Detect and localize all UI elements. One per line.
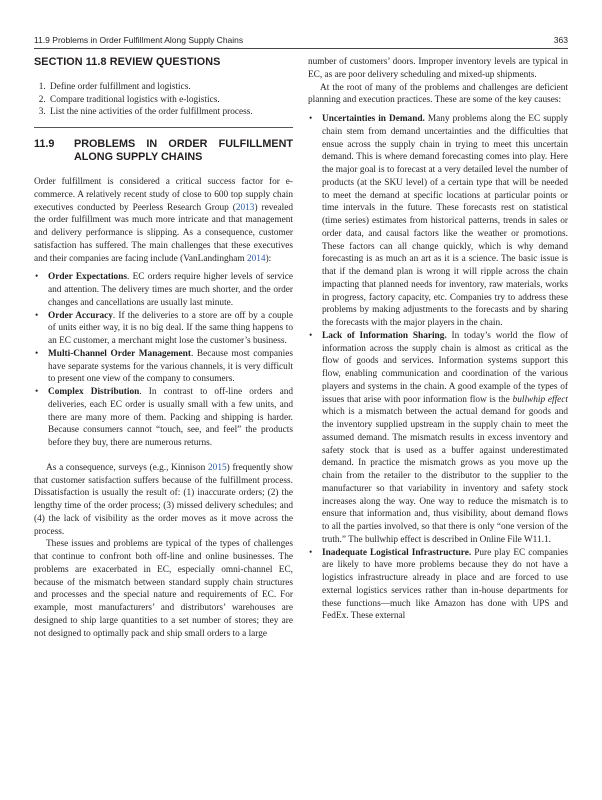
- running-header-section: 11.9 Problems in Order Fulfillment Along Supply Chains: [34, 35, 244, 45]
- running-header: [34, 35, 568, 49]
- list-item: • Uncertainties in Demand. Many problems along the EC supply chain stem from demand uncertainties and the difficulties that ensue across the supply chain in trying to meet this uncertain demand. This is where demand forecasting comes into play. Here the major goal is to forecast at a very detailed level the number of products (at the SKU level) of a certain type that will be needed to meet the demand at specific locations at particular points or time intervals in the future. These forecasts rest on statistical (time series) estimates from historical patterns, trends in sales or order data, and causal factors like the weather or promotions. These factors can all change quickly, which is why demand forecasting is as much an art as it is a science. The basic issue is that if the demand plan is wrong it will ripple across the chain impacting that planned needs for inventory, raw materials, works in progress, factory capacity, etc. Companies try to address these problems by making adjustments to the forecasts and by sharing the forecasts with the major players in the chain.: [308, 113, 568, 330]
- review-question: 3. List the nine activities of the order fulfillment process.: [48, 106, 293, 119]
- page-number: 363: [553, 35, 568, 45]
- section-number: 11.9: [34, 138, 55, 150]
- list-item: • Complex Distribution. In contrast to off-line orders and deliveries, each EC order is usually small with a few units, and there are many more of them. Packing and shipping is harder. Because consumers cannot “touch, see, and feel” the products before they buy, there are numerous returns.: [34, 386, 293, 450]
- left-column: [34, 56, 293, 640]
- review-questions-heading: SECTION 11.8 REVIEW QUESTIONS: [34, 56, 221, 68]
- right-column: [308, 56, 568, 623]
- body-paragraph: These issues and problems are typical of the types of challenges that continue to confront both off-line and online businesses. The problems are exacerbated in EC, especially omni-channel EC, because of the mismatch between standard supply chain structures and processes and the special nature and requirements of EC. For example, most manufacturers’ and distributors’ warehouses are designed to ship large quantities to a set number of stores; they are not designed to optimally pack and ship small orders to a large: [34, 539, 293, 639]
- citation-link[interactable]: 2014: [246, 253, 266, 264]
- review-questions-list: [34, 81, 293, 119]
- list-item: • Inadequate Logistical Infrastructure. Pure play EC companies are likely to have more problems because they do not have a logistics infrastructure already in place and are forced to use external logistics services rather than in-house departments for these functions—much like Amazon has done with UPS and FedEx. These external: [308, 547, 568, 624]
- list-item: • Multi-Channel Order Management. Because most companies have separate systems for the various channels, it is very difficult to present one view of the company to consumers.: [34, 348, 293, 386]
- section-heading: [34, 138, 293, 164]
- section-title: PROBLEMS IN ORDER FULFILLMENT ALONG SUPPLY CHAINS: [74, 138, 293, 163]
- review-question: 1. Define order fulfillment and logistics.: [48, 81, 293, 94]
- review-question: 2. Compare traditional logistics with e-logistics.: [48, 94, 293, 107]
- challenges-list: [34, 271, 293, 450]
- list-item: • Lack of Information Sharing. In today’s world the flow of information across the supply chain is almost as critical as the flow of goods and services. Information systems support this flow, enabling communication and coordination of the various players and systems in the chain. A good example of the types of issues that arise with poor information flow is the bullwhip effect which is a mismatch between the actual demand for goods and the inventory supplied upstream in the supply chain to meet the assumed demand. The mismatch results in excess inventory and safety stock that is used as a buffer against underestimated demand. In practice the mismatch grows as you move up the chain from the retailer to the distributor to the supplier to the manufacturer so that variability in inventory and safety stock increases along the way. One way to reduce the mismatch is to ensure that information and, thus visibility, about demand flows to all the parties involved, so that there is only “one version of the truth.” The bullwhip effect is described in Online File W11.1.: [308, 330, 568, 547]
- citation-link[interactable]: 2015: [208, 462, 227, 473]
- citation-link[interactable]: 2013: [235, 202, 255, 213]
- body-paragraph: At the root of many of the problems and challenges are deficient planning and execution practices. These are some of the key causes:: [308, 82, 568, 106]
- intro-paragraph: Order fulfillment is considered a critical success factor for e-commerce. A relatively recent study of close to 600 top supply chain executives conducted by Peerless Research Group (2013) revealed the order fulfillment was much more intricate and that management and delivery performance is slipping. As a consequence, customer satisfaction has suffered. The main challenges that these executives and their companies are facing include (VanLandingham 2014):: [34, 177, 293, 264]
- causes-list: [308, 113, 568, 623]
- bullwhip-term: bullwhip effect: [512, 394, 569, 405]
- list-item: • Order Expectations. EC orders require higher levels of service and attention. The delivery times are much shorter, and the order changes and cancellations are usually last minute.: [34, 271, 293, 309]
- body-paragraph: As a consequence, surveys (e.g., Kinnison 2015) frequently show that customer satisfaction suffers because of the fulfillment process. Dissatisfaction is usually the result of: (1) inaccurate orders; (2) the lengthy time of the order process; (3) missed delivery schedules; and (4) the lack of visibility as the order moves as it move across the process.: [34, 462, 294, 537]
- list-item: • Order Accuracy. If the deliveries to a store are off by a couple of units either way, it is no big deal. If the same thing happens to an EC customer, a merchant might lose the customer’s business.: [34, 310, 293, 348]
- section-divider: [34, 127, 293, 128]
- body-paragraph: number of customers’ doors. Improper inventory levels are typical in EC, as are poor delivery scheduling and mixed-up shipments.: [308, 57, 568, 80]
